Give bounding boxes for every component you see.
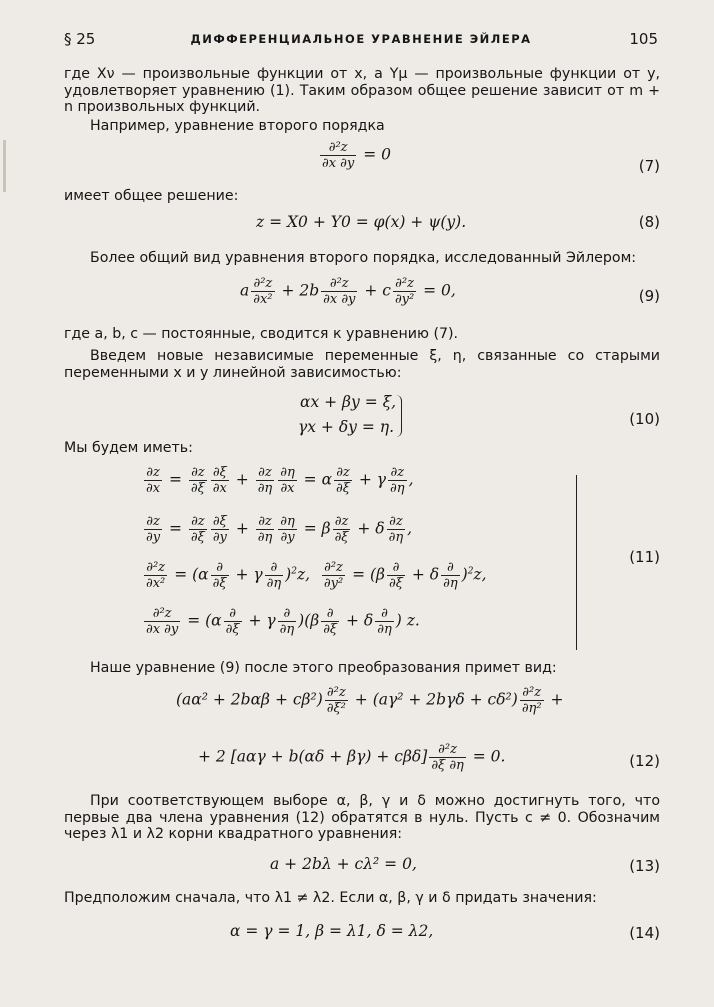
equation-11-row-2: $\frac{\partial z}{\partial y}$ = $\frac{\partial z}{\partial\xi}$ $\frac{\partial\xi}{\partial y}$ + $\frac{\partial z}{\partial\eta}$ $\frac{\partial\eta}{\partial y}$ = β $\frac{\partial z}{\partial\xi}$ + δ $\frac{\partial z}{\partial\eta}$ , xyxy=(146,514,413,545)
equation-11-row-1: $\frac{\partial z}{\partial x}$ = $\frac{\partial z}{\partial\xi}$ $\frac{\partial\xi}{\partial x}$ + $\frac{\partial z}{\partial\eta}$ $\frac{\partial\eta}{\partial x}$ = α $\frac{\partial z}{\partial\xi}$ + γ $\frac{\partial z}{\partial\eta}$ , xyxy=(146,465,414,496)
equation-number-11: (11) xyxy=(629,548,660,566)
equation-number-9: (9) xyxy=(638,287,660,305)
running-title: ДИФФЕРЕНЦИАЛЬНОЕ УРАВНЕНИЕ ЭЙЛЕРА xyxy=(190,32,532,46)
paragraph-8: Наше уравнение (9) после этого преобразования примет вид: xyxy=(90,660,557,676)
equation-number-10: (10) xyxy=(629,410,660,428)
equation-11-row-4: $\frac{\text{∂²z}}{\partial x \partial y}$ = (α $\frac{\partial}{\partial\xi}$ + γ $\frac{\partial}{\partial\eta}$ )(β $\frac{\partial}{\partial\xi}$ + δ $\frac{\partial}{\partial\eta}$ ) z. xyxy=(146,606,420,637)
equation-12-row-1: (aα² + 2bαβ + cβ²) $\frac{\text{∂²z}}{\text{∂ξ²}}$ + (aγ² + 2bγδ + cδ²) $\frac{\text{∂²z}}{\text{∂η²}}$ + xyxy=(176,685,564,716)
equation-number-7: (7) xyxy=(638,157,660,175)
paragraph-1: где Xν — произвольные функции от x, а Yμ — произвольные функции от y, удовлетворяет уравнению (1). Таким образом общее решение зависит от m + n произвольных функций. xyxy=(64,66,660,115)
equation-9: a $\frac{\text{∂²z}}{\text{∂x²}}$ + 2b $\frac{\text{∂²z}}{\partial x \partial y}$ + c $\frac{\text{∂²z}}{\text{∂y²}}$ = 0, xyxy=(240,276,456,307)
system-brace-10 xyxy=(395,395,402,437)
page-number: 105 xyxy=(629,30,658,48)
paragraph-9: При соответствующем выборе α, β, γ и δ можно достигнуть того, что первые два члена уравнения (12) обратятся в нуль. Пусть c ≠ 0. Обозначим через λ1 и λ2 корни квадратного уравнения: xyxy=(64,793,660,842)
equation-10a: αx + βy = ξ, xyxy=(300,393,397,411)
paragraph-6: Введем новые независимые переменные ξ, η, связанные со старыми переменными x и y линейной зависимостью: xyxy=(64,348,660,381)
paragraph-7: Мы будем иметь: xyxy=(64,440,193,456)
running-header xyxy=(64,30,658,50)
equation-7: $\frac{\text{∂²z}}{\partial x \partial y}$ = 0 xyxy=(322,140,391,171)
equation-14: α = γ = 1, β = λ1, δ = λ2, xyxy=(230,922,434,940)
equation-number-14: (14) xyxy=(629,924,660,942)
equation-number-8: (8) xyxy=(638,213,660,231)
paragraph-3: имеет общее решение: xyxy=(64,188,239,204)
equation-number-13: (13) xyxy=(629,857,660,875)
system-brace-11 xyxy=(570,475,577,650)
equation-12-row-2: + 2 [aαγ + b(αδ + βγ) + cβδ] $\frac{\text{∂²z}}{\partial\xi \partial\eta}$ = 0. xyxy=(198,742,506,773)
equation-13: a + 2bλ + cλ² = 0, xyxy=(270,855,417,873)
paragraph-10: Предположим сначала, что λ1 ≠ λ2. Если α, β, γ и δ придать значения: xyxy=(64,890,597,906)
equation-number-12: (12) xyxy=(629,752,660,770)
equation-11-row-3: $\frac{\text{∂²z}}{\text{∂x²}}$ = (α $\frac{\partial}{\partial\xi}$ + γ $\frac{\partial}{\partial\eta}$ )$^2$z, $\frac{\text{∂²z}}{\text{∂y²}}$ = (β $\frac{\partial}{\partial\xi}$ + δ $\frac{\partial}{\partial\eta}$ )$^2$z, xyxy=(146,560,487,591)
paragraph-4: Более общий вид уравнения второго порядка, исследованный Эйлером: xyxy=(90,250,637,266)
equation-8: z = X0 + Y0 = φ(x) + ψ(y). xyxy=(256,213,467,231)
paragraph-2: Например, уравнение второго порядка xyxy=(90,118,385,134)
equation-10b: γx + δy = η. xyxy=(298,418,394,436)
section-number: § 25 xyxy=(64,30,96,48)
paragraph-5: где a, b, c — постоянные, сводится к уравнению (7). xyxy=(64,326,459,342)
